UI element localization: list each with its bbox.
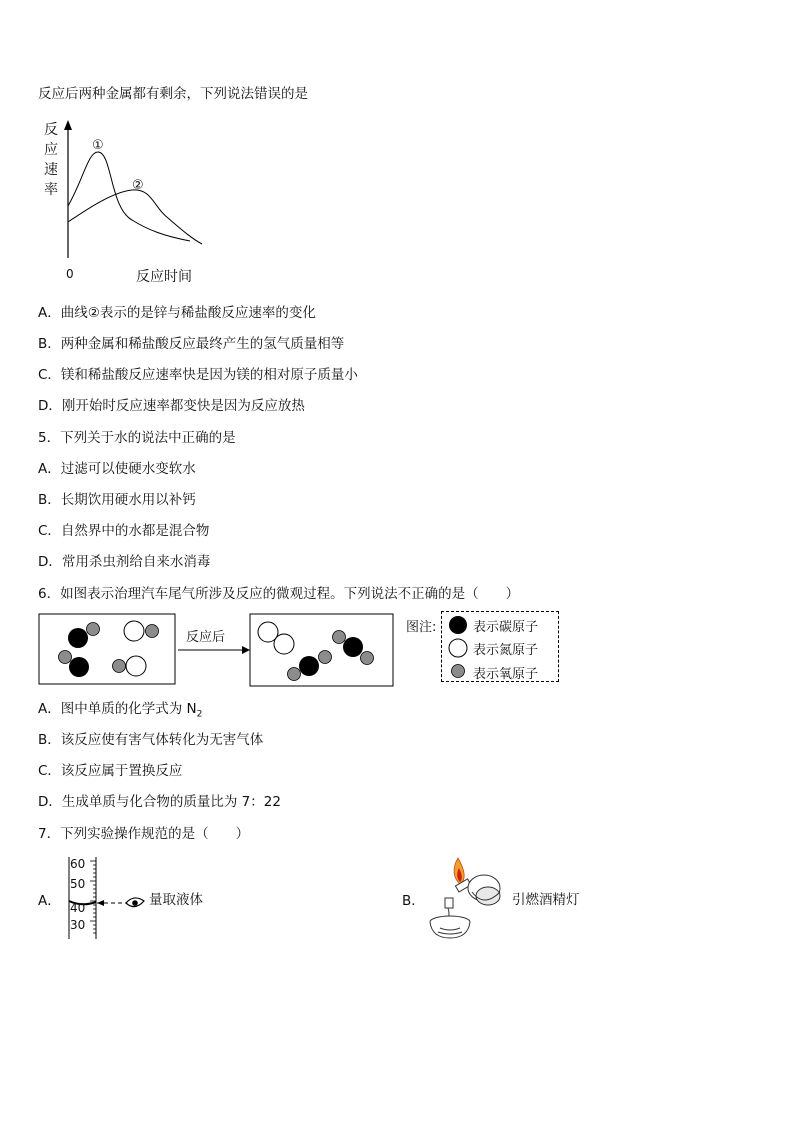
q6-option-a-text: A．图中单质的化学式为 N — [38, 701, 197, 717]
legend-symbols — [442, 612, 472, 681]
q7-option-a-letter: A． — [38, 893, 61, 909]
nitrogen-atom — [274, 634, 294, 654]
curve-2-label: ② — [132, 178, 144, 193]
reaction-diagram — [38, 612, 398, 688]
y-axis-char: 率 — [44, 182, 58, 198]
nitrogen-atom — [126, 656, 146, 676]
cylinder-scale — [90, 861, 96, 933]
y-axis-char: 反 — [44, 122, 58, 138]
legend-oxygen-atom — [452, 665, 465, 678]
reaction-arrow-head — [242, 646, 250, 654]
q5-option-a: A．过滤可以使硬水变软水 — [38, 461, 196, 477]
legend-nitrogen-label: 表示氮原子 — [473, 643, 539, 658]
q5-stem: 5．下列关于水的说法中正确的是 — [38, 430, 236, 446]
legend-carbon-atom — [449, 616, 467, 634]
q6-option-a — [38, 697, 202, 720]
cylinder-tick-60: 60 — [70, 857, 86, 871]
legend-title: 图注: — [406, 620, 437, 635]
oxygen-atom — [59, 651, 72, 664]
nitrogen-atom — [124, 621, 144, 641]
oxygen-atom — [361, 652, 374, 665]
oxygen-atom — [146, 625, 159, 638]
curve-1 — [68, 152, 190, 241]
carbon-atom — [299, 656, 319, 676]
q5-option-d: D．常用杀虫剂给自来水消毒 — [38, 554, 211, 570]
q4-option-a: A．曲线②表示的是锌与稀盐酸反应速率的变化 — [38, 305, 316, 321]
graph-plot — [36, 118, 216, 268]
y-axis-char: 应 — [44, 142, 58, 158]
q6-option-a-subscript: 2 — [196, 709, 203, 720]
carbon-atom — [69, 657, 89, 677]
oxygen-atom — [113, 660, 126, 673]
q6-option-d: D．生成单质与化合物的质量比为 7：22 — [38, 794, 281, 810]
legend-carbon-label: 表示碳原子 — [473, 620, 539, 635]
q5-option-c: C．自然界中的水都是混合物 — [38, 523, 210, 539]
q4-option-b: B．两种金属和稀盐酸反应最终产生的氢气质量相等 — [38, 336, 345, 352]
curve-2 — [68, 190, 202, 244]
q7-stem: 7．下列实验操作规范的是（ ） — [38, 826, 250, 842]
cylinder-tick-40: 40 — [70, 901, 86, 915]
cylinder-tick-30: 30 — [70, 918, 86, 932]
carbon-atom — [68, 628, 88, 648]
upright-lamp — [430, 898, 470, 938]
reaction-rate-graph — [36, 118, 216, 288]
sight-line-arrow — [97, 900, 104, 906]
graph-origin: 0 — [66, 267, 74, 281]
q4-option-c: C．镁和稀盐酸反应速率快是因为镁的相对原子质量小 — [38, 367, 358, 383]
q7-option-b-letter: B． — [402, 893, 425, 909]
cylinder-tick-50: 50 — [70, 877, 86, 891]
intro-text: 反应后两种金属都有剩余，下列说法错误的是 — [38, 86, 308, 102]
y-axis-char: 速 — [44, 162, 58, 178]
reactant-box — [39, 614, 175, 684]
legend-nitrogen-atom — [449, 639, 467, 657]
oxygen-atom — [319, 651, 332, 664]
eye-pupil — [132, 900, 138, 906]
curve-1-label: ① — [92, 138, 104, 153]
q6-option-b: B．该反应使有害气体转化为无害气体 — [38, 732, 264, 748]
x-axis-label: 反应时间 — [136, 269, 192, 285]
legend-box — [441, 611, 559, 682]
carbon-atom — [343, 637, 363, 657]
oxygen-atom — [87, 623, 100, 636]
arrow-label: 反应后 — [186, 630, 226, 645]
oxygen-atom — [288, 668, 301, 681]
q6-stem: 6．如图表示治理汽车尾气所涉及反应的微观过程。下列说法不正确的是（ ） — [38, 586, 520, 602]
y-axis-arrow — [64, 120, 72, 130]
q4-option-d: D．刚开始时反应速率都变快是因为反应放热 — [38, 398, 305, 414]
alcohol-lamps — [426, 852, 510, 942]
oxygen-atom — [333, 631, 346, 644]
q6-option-c: C．该反应属于置换反应 — [38, 763, 183, 779]
q5-option-b: B．长期饮用硬水用以补钙 — [38, 492, 196, 508]
q7-option-a-label: 量取液体 — [149, 892, 203, 908]
legend-oxygen-label: 表示氧原子 — [473, 667, 539, 682]
q7-option-b-label: 引燃酒精灯 — [512, 892, 580, 908]
